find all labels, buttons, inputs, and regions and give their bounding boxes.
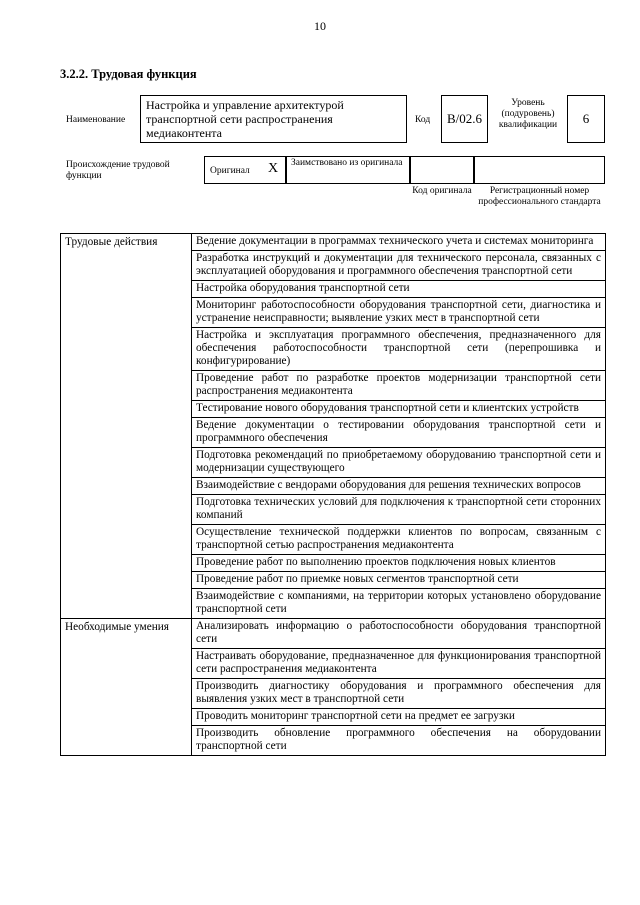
labor-action-group-label: Трудовые действия <box>61 234 192 619</box>
page-number: 10 <box>314 19 326 33</box>
labor-action-item: Проведение работ по приемке новых сегментов транспортной сети <box>192 572 606 589</box>
code-label: Код <box>415 115 431 125</box>
skill-item: Производить обновление программного обеспечения на оборудовании транспортной сети <box>192 726 606 756</box>
labor-action-item: Осуществление технической поддержки клиентов по вопросам, связанным с транспортной сетью распространения медиаконтента <box>192 525 606 555</box>
original-code-box <box>410 156 474 184</box>
labor-action-item: Проведение работ по разработке проектов модернизации транспортной сети распространения медиаконтента <box>192 371 606 401</box>
function-code-box: B/02.6 <box>441 95 488 143</box>
skill-item: Настраивать оборудование, предназначенное для функционирования транспортной сети распространения медиаконтента <box>192 649 606 679</box>
name-label: Наименование <box>66 115 126 125</box>
section-title: 3.2.2. Трудовая функция <box>60 67 197 81</box>
original-code-caption: Код оригинала <box>412 186 472 196</box>
labor-action-item: Подготовка рекомендаций по приобретаемому оборудованию транспортной сети и модернизации существующего <box>192 448 606 478</box>
origin-label: Происхождение трудовой функции <box>66 160 170 181</box>
labor-action-item: Взаимодействие с вендорами оборудования для решения технических вопросов <box>192 478 606 495</box>
labor-action-item: Мониторинг работоспособности оборудования транспортной сети, диагностика и устранение неисправности; выявление узких мест в транспортной сети <box>192 298 606 328</box>
labor-function-table <box>60 233 606 756</box>
origin-original-label: Оригинал <box>210 166 250 176</box>
qualification-level-box: 6 <box>567 95 605 143</box>
labor-action-item: Ведение документации в программах технического учета и системах мониторинга <box>192 234 606 251</box>
function-name-box: Настройка и управление архитектурой транспортной сети распространения медиаконтента <box>140 95 407 143</box>
labor-action-item: Настройка и эксплуатация программного обеспечения, предназначенного для обеспечения работоспособности транспортной сети (перепрошивка и конфигурирование) <box>192 328 606 371</box>
skill-group-label: Необходимые умения <box>61 619 192 756</box>
labor-action-item: Проведение работ по выполнению проектов подключения новых клиентов <box>192 555 606 572</box>
labor-action-item: Настройка оборудования транспортной сети <box>192 281 606 298</box>
labor-action-item: Тестирование нового оборудования транспортной сети и клиентских устройств <box>192 401 606 418</box>
qualification-level-label: Уровень (подуровень) квалификации <box>498 98 558 130</box>
labor-action-item: Подготовка технических условий для подключения к транспортной сети сторонних компаний <box>192 495 606 525</box>
labor-action-item: Ведение документации о тестировании оборудования транспортной сети и программного обеспечения <box>192 418 606 448</box>
origin-original-mark: X <box>268 161 279 176</box>
registration-number-box <box>474 156 605 184</box>
registration-number-caption: Регистрационный номер профессионального стандарта <box>478 186 601 207</box>
skill-item: Проводить мониторинг транспортной сети на предмет ее загрузки <box>192 709 606 726</box>
labor-action-item: Разработка инструкций и документации для технического персонала, связанных с эксплуатацией оборудования и программного обеспечения транспортной сети <box>192 251 606 281</box>
labor-action-item: Взаимодействие с компаниями, на территории которых установлено оборудование транспортной сети <box>192 589 606 619</box>
table-row <box>61 234 606 251</box>
skill-item: Производить диагностику оборудования и программного обеспечения для выявления узких мест в транспортной сети <box>192 679 606 709</box>
skill-item: Анализировать информацию о работоспособности оборудования транспортной сети <box>192 619 606 649</box>
origin-borrowed-box: Заимствовано из оригинала <box>286 156 410 184</box>
table-row <box>61 619 606 649</box>
